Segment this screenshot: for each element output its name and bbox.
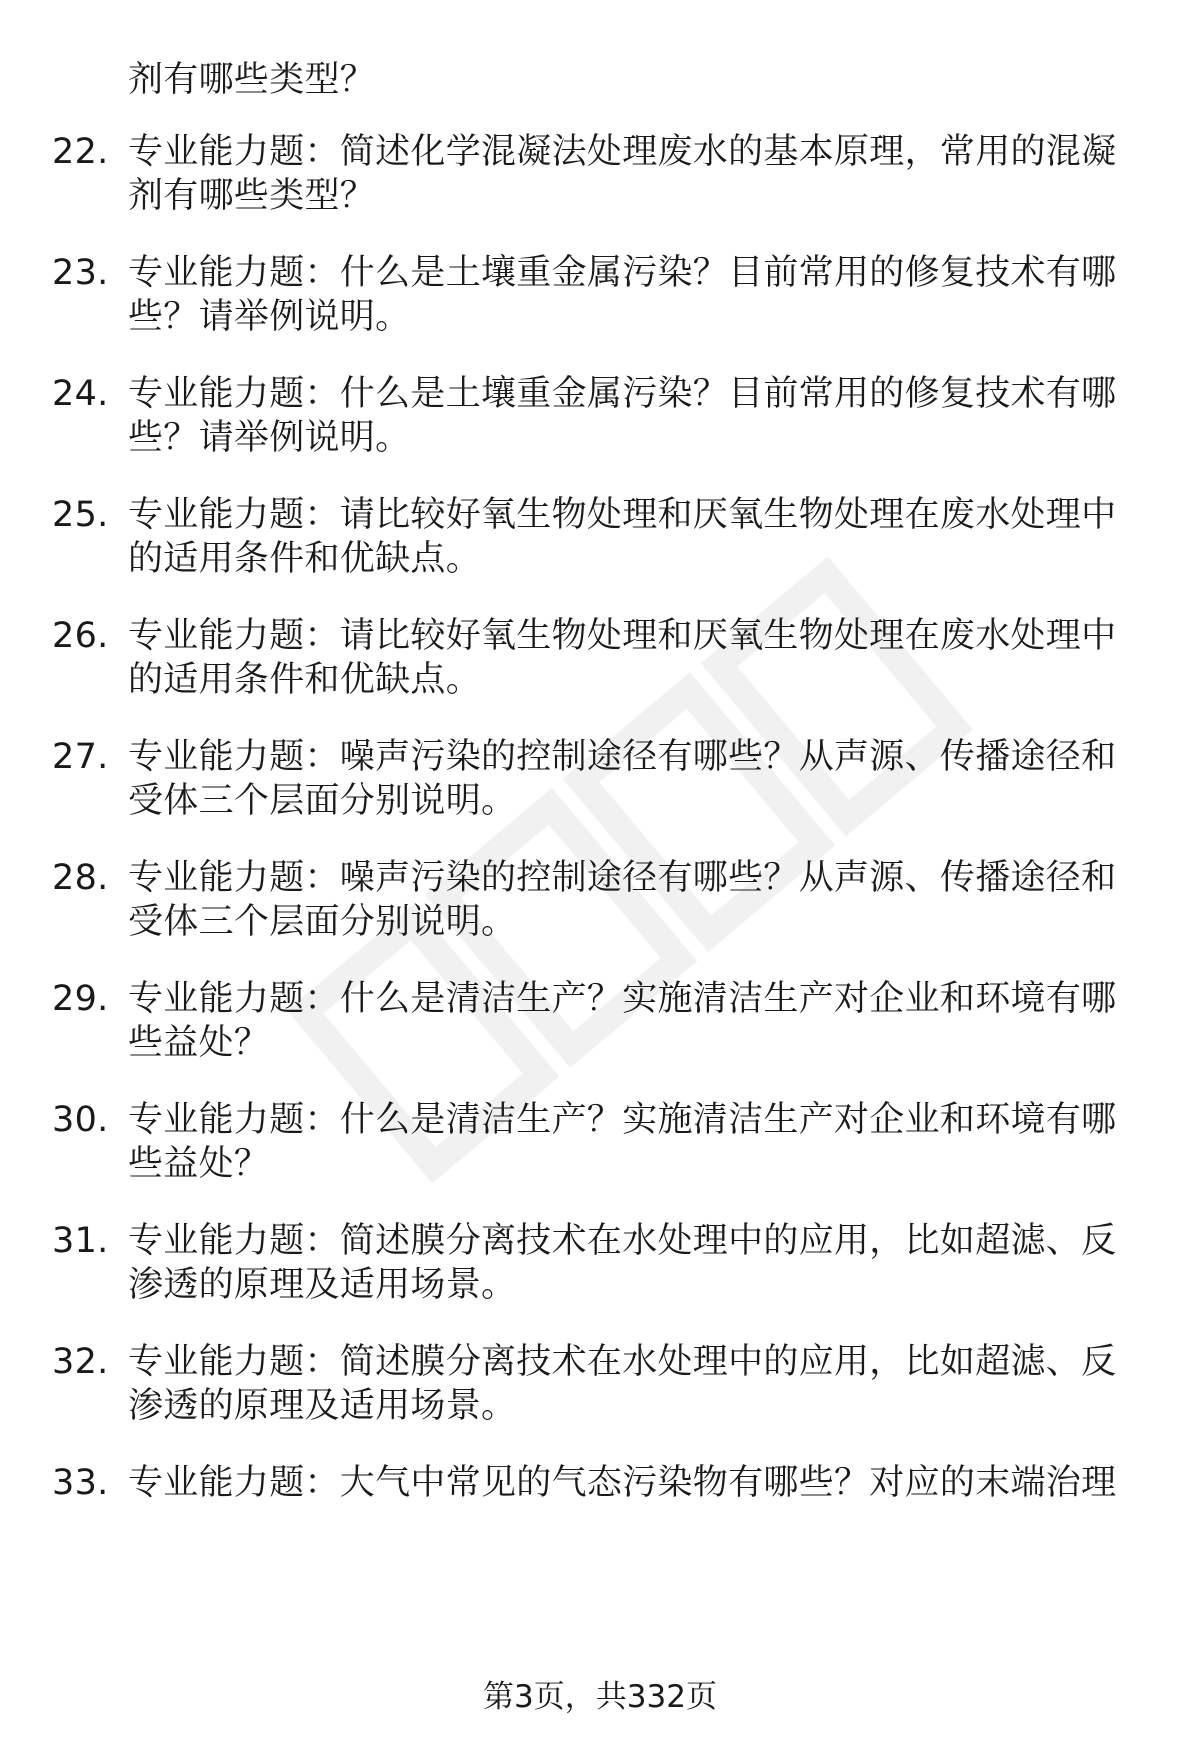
item-text-line2: 受体三个层面分别说明。 (128, 781, 517, 821)
continued-text: 剂有哪些类型？ (128, 60, 376, 100)
item-number: 26. (52, 616, 109, 656)
item-text-line1: 专业能力题：什么是土壤重金属污染？目前常用的修复技术有哪 (128, 374, 1117, 414)
item-text-line1: 专业能力题：大气中常见的气态污染物有哪些？对应的末端治理 (128, 1463, 1117, 1503)
item-text-line1: 专业能力题：噪声污染的控制途径有哪些？从声源、传播途径和 (128, 858, 1117, 898)
item-text-line2: 的适用条件和优缺点。 (128, 660, 482, 700)
item-text-line2: 渗透的原理及适用场景。 (128, 1265, 517, 1305)
item-text-line1: 专业能力题：噪声污染的控制途径有哪些？从声源、传播途径和 (128, 737, 1117, 777)
item-text-line1: 专业能力题：什么是土壤重金属污染？目前常用的修复技术有哪 (128, 253, 1117, 293)
item-number: 23. (52, 253, 109, 293)
item-text-line2: 的适用条件和优缺点。 (128, 539, 482, 579)
item-text-line2: 些？请举例说明。 (128, 418, 411, 458)
item-text-line2: 些益处？ (128, 1023, 270, 1063)
item-number: 31. (52, 1221, 109, 1261)
item-text-line2: 些益处？ (128, 1144, 270, 1184)
item-text-line1: 专业能力题：简述化学混凝法处理废水的基本原理，常用的混凝 (128, 132, 1117, 172)
item-number: 27. (52, 737, 109, 777)
item-text-line2: 受体三个层面分别说明。 (128, 902, 517, 942)
item-text-line1: 专业能力题：什么是清洁生产？实施清洁生产对企业和环境有哪 (128, 1100, 1117, 1140)
item-number: 24. (52, 374, 109, 414)
item-text-line1: 专业能力题：请比较好氧生物处理和厌氧生物处理在废水处理中 (128, 495, 1117, 535)
item-number: 22. (52, 132, 109, 172)
item-text-line1: 专业能力题：什么是清洁生产？实施清洁生产对企业和环境有哪 (128, 979, 1117, 1019)
item-text-line1: 专业能力题：简述膜分离技术在水处理中的应用，比如超滤、反 (128, 1342, 1117, 1382)
item-text-line2: 渗透的原理及适用场景。 (128, 1386, 517, 1426)
item-text-line1: 专业能力题：请比较好氧生物处理和厌氧生物处理在废水处理中 (128, 616, 1117, 656)
page-footer: 第3页，共332页 (483, 1679, 717, 1715)
item-text-line1: 专业能力题：简述膜分离技术在水处理中的应用，比如超滤、反 (128, 1221, 1117, 1261)
item-number: 33. (52, 1463, 109, 1503)
item-number: 29. (52, 979, 109, 1019)
item-number: 25. (52, 495, 109, 535)
item-number: 28. (52, 858, 109, 898)
item-text-line2: 剂有哪些类型？ (128, 176, 376, 216)
item-number: 30. (52, 1100, 109, 1140)
item-number: 32. (52, 1342, 109, 1382)
item-text-line2: 些？请举例说明。 (128, 297, 411, 337)
